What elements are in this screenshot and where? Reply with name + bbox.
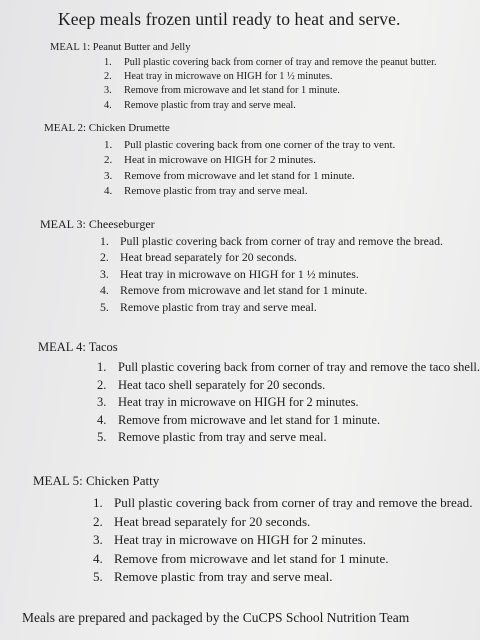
- step-text: Pull plastic covering back from one corner of the tray to vent.: [124, 139, 396, 151]
- step-number: 3.: [104, 85, 112, 97]
- step-text: Remove plastic from tray and serve meal.: [124, 185, 308, 198]
- step-text: Heat bread separately for 20 seconds.: [120, 250, 297, 265]
- step-item: [97, 412, 480, 430]
- step-number: 3.: [104, 169, 113, 182]
- meal-heading: MEAL 5: Chicken Patty: [33, 473, 160, 488]
- step-text: Remove plastic from tray and serve meal.: [118, 430, 327, 445]
- step-number: 2.: [100, 250, 109, 265]
- step-text: Remove from microwave and let stand for 1 minute.: [114, 550, 389, 566]
- step-text: Remove from microwave and let stand for 1 minute.: [124, 169, 355, 182]
- step-number: 1.: [104, 139, 113, 151]
- step-text: Pull plastic covering back from corner of tray and remove the bread.: [114, 495, 473, 510]
- step-item: [100, 299, 443, 315]
- step-text: Remove plastic from tray and serve meal.: [114, 569, 333, 585]
- step-number: 3.: [93, 532, 103, 548]
- step-item: [100, 233, 443, 249]
- step-number: 3.: [100, 266, 109, 281]
- step-number: 4.: [100, 283, 109, 298]
- step-text: Remove from microwave and let stand for 1 minute.: [118, 412, 381, 427]
- footer-note: Meals are prepared and packaged by the CuCPS School Nutrition Team: [22, 610, 410, 625]
- step-item: [93, 550, 473, 569]
- step-list: [97, 359, 480, 447]
- step-number: 1.: [97, 360, 107, 374]
- step-item: [104, 169, 395, 184]
- step-item: [100, 266, 443, 282]
- step-text: Heat bread separately for 20 seconds.: [114, 513, 311, 529]
- step-item: [104, 138, 395, 153]
- step-list: [100, 233, 443, 315]
- step-number: 1.: [100, 234, 109, 248]
- step-number: 2.: [93, 513, 103, 529]
- step-item: [93, 513, 473, 532]
- step-number: 4.: [104, 99, 112, 111]
- step-item: [104, 184, 395, 199]
- step-number: 4.: [97, 412, 107, 427]
- step-text: Heat tray in microwave on HIGH for 2 minutes.: [114, 532, 366, 548]
- step-item: [97, 394, 480, 412]
- step-number: 5.: [100, 299, 109, 314]
- step-list: [104, 138, 395, 200]
- step-item: [104, 56, 437, 70]
- step-item: [97, 359, 480, 377]
- step-text: Heat taco shell separately for 20 seconds.: [118, 377, 326, 392]
- step-number: 5.: [93, 569, 103, 585]
- step-number: 2.: [104, 71, 112, 83]
- step-number: 5.: [97, 430, 107, 445]
- step-text: Heat tray in microwave on HIGH for 1 ½ minutes.: [124, 71, 333, 83]
- step-item: [100, 282, 443, 298]
- step-number: 3.: [97, 395, 107, 410]
- meal-heading: MEAL 2: Chicken Drumette: [44, 122, 170, 134]
- step-text: Remove from microwave and let stand for 1 minute.: [120, 283, 368, 298]
- step-item: [93, 494, 473, 513]
- step-item: [104, 70, 437, 84]
- page-title: Keep meals frozen until ready to heat and serve.: [58, 9, 401, 29]
- step-number: 2.: [97, 377, 107, 392]
- step-text: Remove plastic from tray and serve meal.: [124, 99, 296, 111]
- step-item: [97, 377, 480, 395]
- step-number: 4.: [93, 550, 103, 566]
- step-text: Remove from microwave and let stand for 1 minute.: [124, 85, 340, 97]
- step-item: [97, 429, 480, 447]
- step-number: 1.: [93, 495, 103, 510]
- step-item: [104, 153, 395, 168]
- step-list: [104, 56, 437, 113]
- step-list: [93, 494, 473, 587]
- step-text: Heat tray in microwave on HIGH for 1 ½ minutes.: [120, 266, 359, 281]
- step-text: Pull plastic covering back from corner of tray and remove the bread.: [120, 234, 443, 248]
- meal-heading: MEAL 1: Peanut Butter and Jelly: [50, 42, 191, 53]
- meal-heading: MEAL 4: Tacos: [38, 340, 118, 354]
- step-text: Heat tray in microwave on HIGH for 2 minutes.: [118, 395, 359, 410]
- step-number: 4.: [104, 185, 113, 198]
- step-number: 1.: [104, 57, 112, 68]
- step-text: Remove plastic from tray and serve meal.: [120, 299, 317, 314]
- step-text: Heat in microwave on HIGH for 2 minutes.: [124, 154, 316, 167]
- step-text: Pull plastic covering back from corner of tray and remove the taco shell.: [118, 360, 480, 374]
- step-number: 2.: [104, 154, 113, 167]
- step-item: [93, 531, 473, 550]
- step-item: [100, 249, 443, 265]
- step-text: Pull plastic covering back from corner of tray and remove the peanut butter.: [124, 57, 437, 68]
- step-item: [93, 568, 473, 587]
- meal-heading: MEAL 3: Cheeseburger: [40, 217, 155, 231]
- step-item: [104, 99, 437, 113]
- step-item: [104, 84, 437, 98]
